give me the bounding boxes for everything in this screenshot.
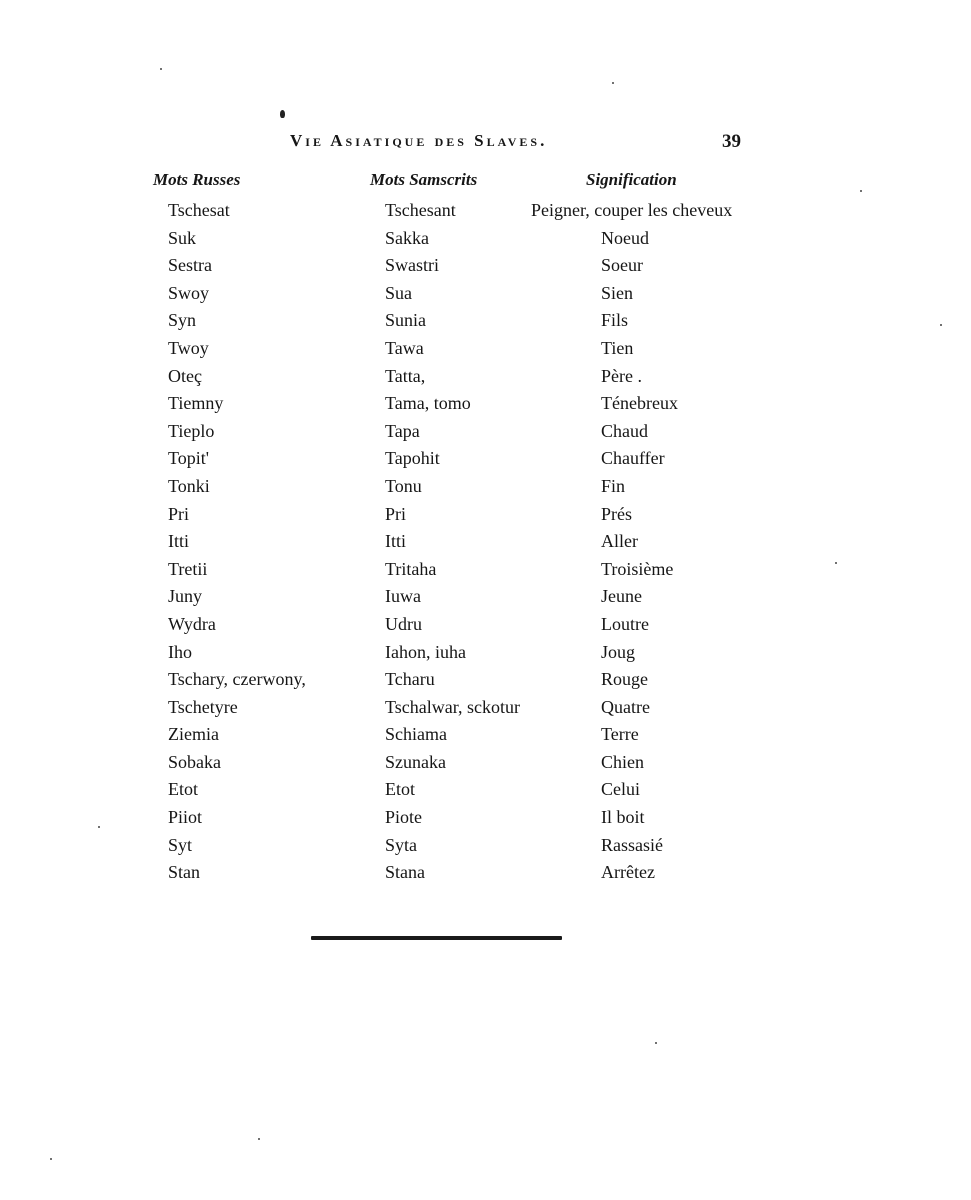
word-row [0, 226, 971, 254]
sanskrit-word: Tama, tomo [385, 393, 471, 414]
sanskrit-word: Szunaka [385, 751, 446, 772]
russian-word: Piiot [168, 807, 203, 828]
print-speck [860, 190, 862, 192]
russian-word: Sobaka [168, 751, 221, 772]
sanskrit-word: Sakka [385, 227, 429, 248]
print-speck [160, 68, 162, 70]
print-speck [655, 1042, 657, 1044]
sanskrit-word: Swastri [385, 255, 439, 276]
sanskrit-word: Tonu [385, 475, 422, 496]
word-row [0, 364, 971, 392]
russian-word: Tschary, czerwony, [168, 669, 306, 690]
word-row [0, 640, 971, 668]
meaning-word: Noeud [601, 227, 649, 248]
word-row [0, 308, 971, 336]
print-speck [258, 1138, 260, 1140]
russian-word: Swoy [168, 282, 210, 303]
meaning-word: Chien [601, 751, 644, 772]
meaning-word: Rassasié [601, 834, 663, 855]
sanskrit-word: Schiama [385, 724, 447, 745]
word-row [0, 557, 971, 585]
russian-word: Iho [168, 641, 192, 662]
russian-word: Stan [168, 862, 201, 883]
sanskrit-word: Tatta, [385, 365, 426, 386]
sanskrit-word: Tschesant [385, 200, 456, 220]
word-row [0, 777, 971, 805]
sanskrit-word: Tritaha [385, 558, 437, 579]
meaning-word: Chauffer [601, 448, 665, 469]
russian-word: Juny [168, 586, 203, 607]
ink-ornament [280, 110, 285, 118]
word-row [0, 750, 971, 778]
running-title: Vie Asiatique des Slaves. [290, 131, 548, 150]
print-speck [940, 324, 942, 326]
meaning-word: Fils [601, 310, 629, 331]
word-row [0, 667, 971, 695]
meaning-word: Fin [601, 475, 626, 496]
sanskrit-word: Sunia [385, 310, 427, 331]
word-row [0, 391, 971, 419]
word-row [0, 805, 971, 833]
russian-word: Etot [168, 779, 198, 800]
sanskrit-word: Tawa [385, 337, 424, 358]
russian-word: Twoy [168, 337, 209, 358]
sanskrit-word: Sua [385, 282, 412, 303]
meaning-word: Troisième [601, 558, 674, 579]
russian-word: Topit' [168, 448, 209, 469]
meaning-word: Terre [601, 724, 639, 745]
meaning-word: Chaud [601, 420, 648, 441]
meaning-word: Ténebreux [601, 393, 678, 414]
page-number: 39 [722, 131, 741, 152]
russian-word: Sestra [168, 255, 212, 276]
russian-word: Tschetyre [168, 696, 238, 717]
sanskrit-word: Pri [385, 503, 407, 524]
sanskrit-word: Tapa [385, 420, 420, 441]
word-row [0, 198, 971, 226]
russian-word: Tiemny [168, 393, 224, 414]
russian-word: Itti [168, 531, 189, 552]
sanskrit-word: Tcharu [385, 669, 435, 690]
word-row [0, 474, 971, 502]
word-row [0, 446, 971, 474]
word-row [0, 281, 971, 309]
word-row [0, 584, 971, 612]
russian-word: Tschesat [168, 200, 230, 220]
print-speck [98, 826, 100, 828]
meaning-word: Soeur [601, 255, 643, 276]
print-speck [612, 82, 614, 84]
column-header-meaning: Signification [586, 170, 677, 189]
russian-word: Oteç [168, 365, 202, 386]
sanskrit-word: Udru [385, 613, 422, 634]
russian-word: Tonki [168, 475, 210, 496]
meaning-word: Sien [601, 282, 634, 303]
meaning-word: Jeune [601, 586, 642, 607]
column-header-russian: Mots Russes [153, 170, 241, 189]
sanskrit-word: Tschalwar, sckotur [385, 696, 520, 717]
print-speck [835, 562, 837, 564]
word-table [0, 198, 971, 888]
word-row [0, 722, 971, 750]
print-speck [50, 1158, 52, 1160]
russian-word: Tieplo [168, 420, 215, 441]
word-row [0, 336, 971, 364]
word-row [0, 502, 971, 530]
russian-word: Pri [168, 503, 190, 524]
column-header-sanskrit: Mots Samscrits [370, 170, 478, 189]
word-row [0, 419, 971, 447]
russian-word: Tretii [168, 558, 208, 579]
meaning-word: Quatre [601, 696, 650, 717]
word-row [0, 833, 971, 861]
sanskrit-word: Etot [385, 779, 415, 800]
sanskrit-word: Syta [385, 834, 418, 855]
sanskrit-word: Iuwa [385, 586, 421, 607]
sanskrit-word: Piote [385, 807, 423, 828]
word-row [0, 695, 971, 723]
meaning-word: Celui [601, 779, 640, 800]
russian-word: Ziemia [168, 724, 219, 745]
russian-word: Syt [168, 834, 193, 855]
word-row [0, 860, 971, 888]
meaning-word: Il boit [601, 807, 645, 828]
meaning-word: Père . [601, 365, 642, 386]
end-rule [311, 936, 562, 940]
meaning-word: Rouge [601, 669, 648, 690]
russian-word: Syn [168, 310, 197, 331]
sanskrit-word: Tapohit [385, 448, 440, 469]
sanskrit-word: Itti [385, 531, 406, 552]
russian-word: Suk [168, 227, 197, 248]
sanskrit-word: Stana [385, 862, 425, 883]
word-row [0, 529, 971, 557]
meaning-word: Aller [601, 531, 638, 552]
word-row [0, 612, 971, 640]
meaning-word: Peigner, couper les cheveux [531, 200, 733, 220]
russian-word: Wydra [168, 613, 216, 634]
sanskrit-word: Iahon, iuha [385, 641, 466, 662]
meaning-word: Joug [601, 641, 636, 662]
meaning-word: Loutre [601, 613, 649, 634]
meaning-word: Arrêtez [601, 862, 655, 883]
meaning-word: Prés [601, 503, 632, 524]
meaning-word: Tien [601, 337, 634, 358]
word-row [0, 253, 971, 281]
